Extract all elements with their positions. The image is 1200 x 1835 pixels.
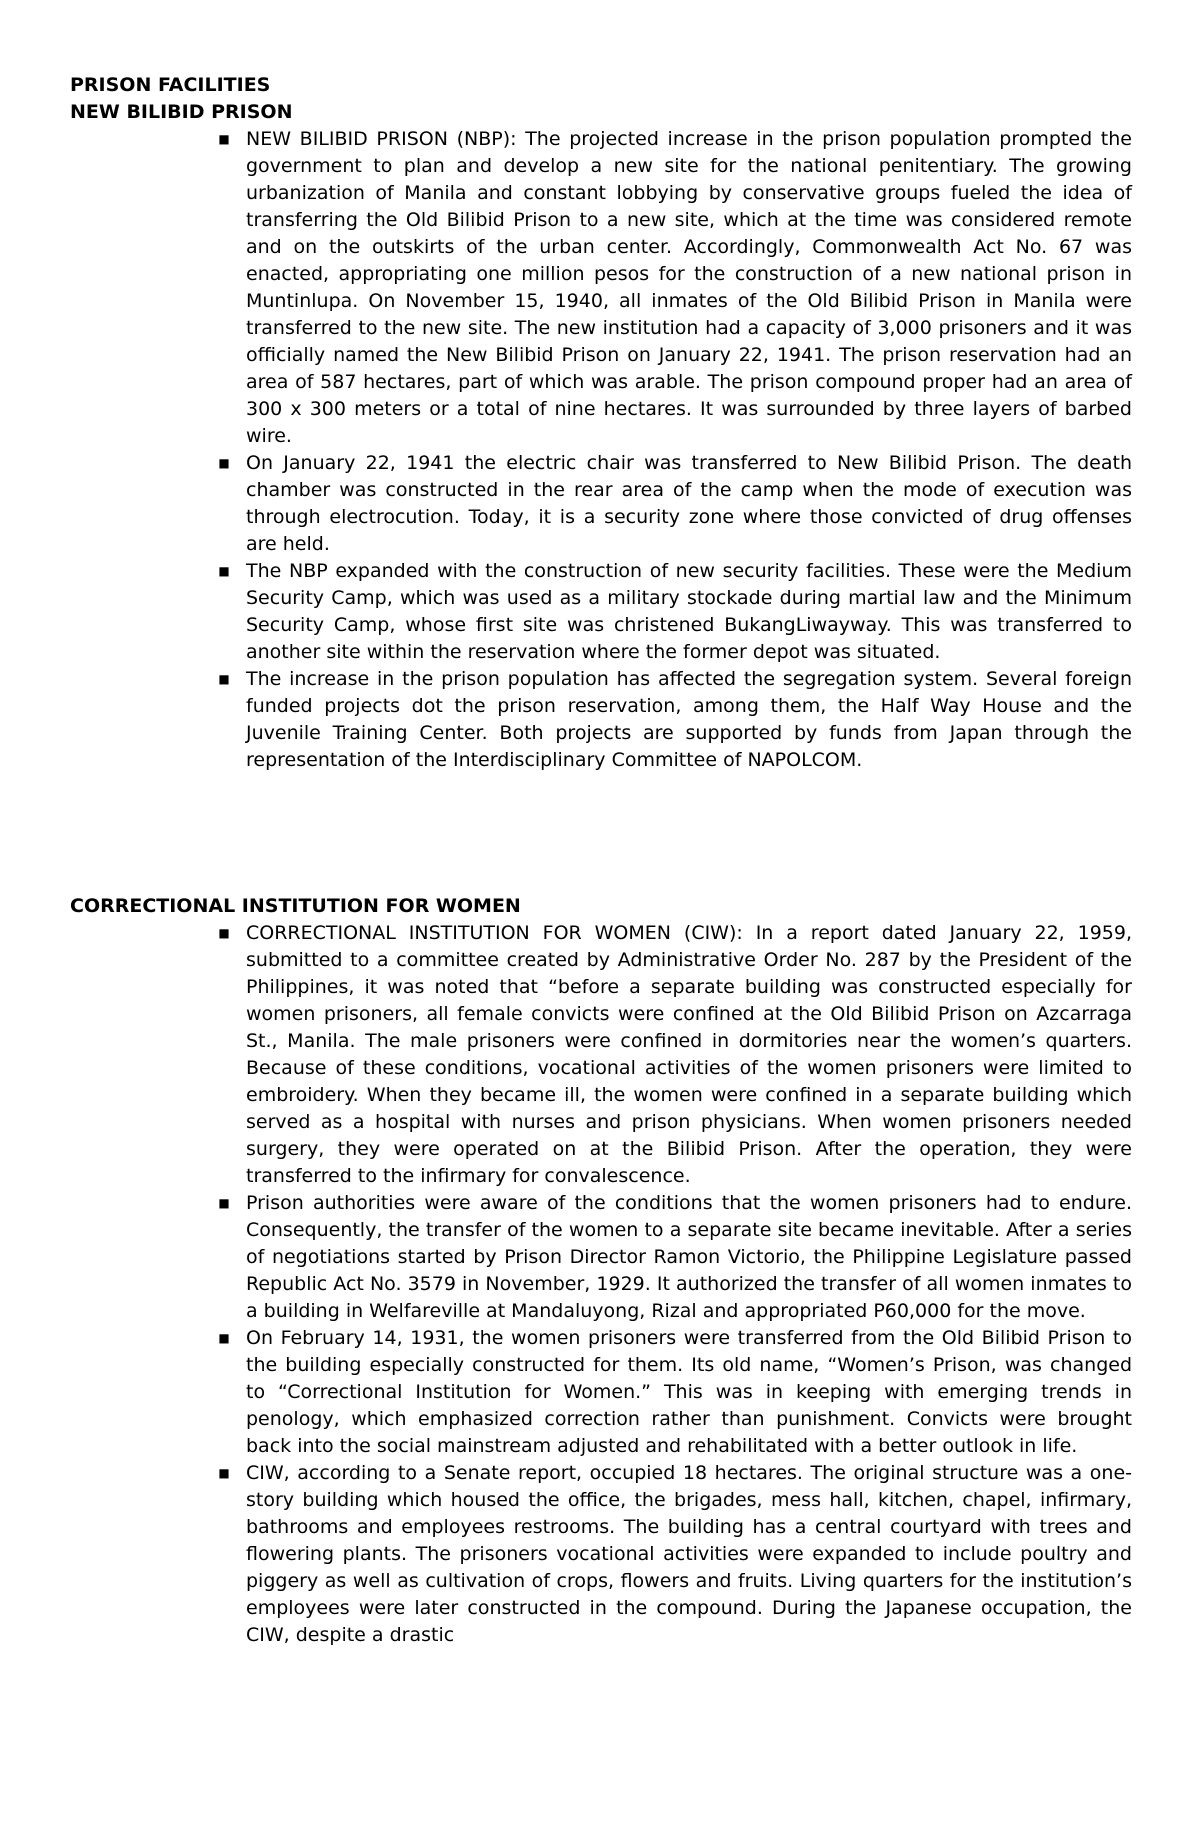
bullet-square-icon: ■ — [218, 456, 230, 470]
bullet-text: The increase in the prison population has affected the segregation system. Several foreign funded projects dot the prison reservation, among them, the Half Way House and the Juvenile Training Center. Both projects are supported by funds from Japan through the representation of the Interdisciplinary Committee of NAPOLCOM. — [246, 668, 1132, 771]
title-line-prison-facilities: PRISON FACILITIES — [70, 74, 271, 96]
bullet-square-icon: ■ — [218, 1196, 230, 1210]
list-item — [218, 920, 1132, 1190]
list-item — [218, 1460, 1132, 1649]
bullet-square-icon: ■ — [218, 1331, 230, 1345]
bullet-square-icon: ■ — [218, 672, 230, 686]
ciw-bullet-list — [218, 920, 1132, 1649]
list-item — [218, 1190, 1132, 1325]
title-line-new-bilibid-prison: NEW BILIBID PRISON — [70, 101, 293, 123]
bullet-text: CIW, according to a Senate report, occupied 18 hectares. The original structure was a one-story building which housed the office, the brigades, mess hall, kitchen, chapel, infirmary, bathrooms and employees restrooms. The building has a central courtyard with trees and flowering plants. The prisoners vocational activities were expanded to include poultry and piggery as well as cultivation of crops, flowers and fruits. Living quarters for the institution’s employees were later constructed in the compound. During the Japanese occupation, the CIW, despite a drastic — [246, 1462, 1132, 1646]
bullet-square-icon: ■ — [218, 926, 230, 940]
document-title — [70, 72, 292, 126]
bullet-text: Prison authorities were aware of the conditions that the women prisoners had to endure. Consequently, the transfer of the women to a separate site became inevitable. After a series of negotiations started by Prison Director Ramon Victorio, the Philippine Legislature passed Republic Act No. 3579 in November, 1929. It authorized the transfer of all women inmates to a building in Welfareville at Mandaluyong, Rizal and appropriated P60,000 for the move. — [246, 1192, 1132, 1322]
bullet-text: CORRECTIONAL INSTITUTION FOR WOMEN (CIW): In a report dated January 22, 1959, submitted to a committee created by Administrative Order No. 287 by the President of the Philippines, it was noted that “before a separate building was constructed especially for women prisoners, all female convicts were confined at the Old Bilibid Prison on Azcarraga St., Manila. The male prisoners were confined in dormitories near the women’s quarters. Because of these conditions, vocational activities of the women prisoners were limited to embroidery. When they became ill, the women were confined in a separate building which served as a hospital with nurses and prison physicians. When women prisoners needed surgery, they were operated on at the Bilibid Prison. After the operation, they were transferred to the infirmary for convalescence. — [246, 922, 1132, 1187]
bullet-square-icon: ■ — [218, 564, 230, 578]
list-item — [218, 558, 1132, 666]
bullet-text: NEW BILIBID PRISON (NBP): The projected increase in the prison population prompted the government to plan and develop a new site for the national penitentiary. The growing urbanization of Manila and constant lobbying by conservative groups fueled the idea of transferring the Old Bilibid Prison to a new site, which at the time was considered remote and on the outskirts of the urban center. Accordingly, Commonwealth Act No. 67 was enacted, appropriating one million pesos for the construction of a new national prison in Muntinlupa. On November 15, 1940, all inmates of the Old Bilibid Prison in Manila were transferred to the new site. The new institution had a capacity of 3,000 prisoners and it was officially named the New Bilibid Prison on January 22, 1941. The prison reservation had an area of 587 hectares, part of which was arable. The prison compound proper had an area of 300 x 300 meters or a total of nine hectares. It was surrounded by three layers of barbed wire. — [246, 128, 1132, 447]
list-item — [218, 1325, 1132, 1460]
bullet-square-icon: ■ — [218, 1466, 230, 1480]
bullet-square-icon: ■ — [218, 132, 230, 146]
bullet-text: The NBP expanded with the construction of new security facilities. These were the Medium Security Camp, which was used as a military stockade during martial law and the Minimum Security Camp, whose first site was christened BukangLiwayway. This was transferred to another site within the reservation where the former depot was situated. — [246, 560, 1132, 663]
bullet-text: On January 22, 1941 the electric chair was transferred to New Bilibid Prison. The death chamber was constructed in the rear area of the camp when the mode of execution was through electrocution. Today, it is a security zone where those convicted of drug offenses are held. — [246, 452, 1132, 555]
list-item — [218, 666, 1132, 774]
list-item — [218, 450, 1132, 558]
bullet-text: On February 14, 1931, the women prisoners were transferred from the Old Bilibid Prison to the building especially constructed for them. Its old name, “Women’s Prison, was changed to “Correctional Institution for Women.” This was in keeping with emerging trends in penology, which emphasized correction rather than punishment. Convicts were brought back into the social mainstream adjusted and rehabilitated with a better outlook in life. — [246, 1327, 1132, 1457]
section-heading-ciw: CORRECTIONAL INSTITUTION FOR WOMEN — [70, 895, 521, 917]
list-item — [218, 126, 1132, 450]
nbp-bullet-list — [218, 126, 1132, 774]
